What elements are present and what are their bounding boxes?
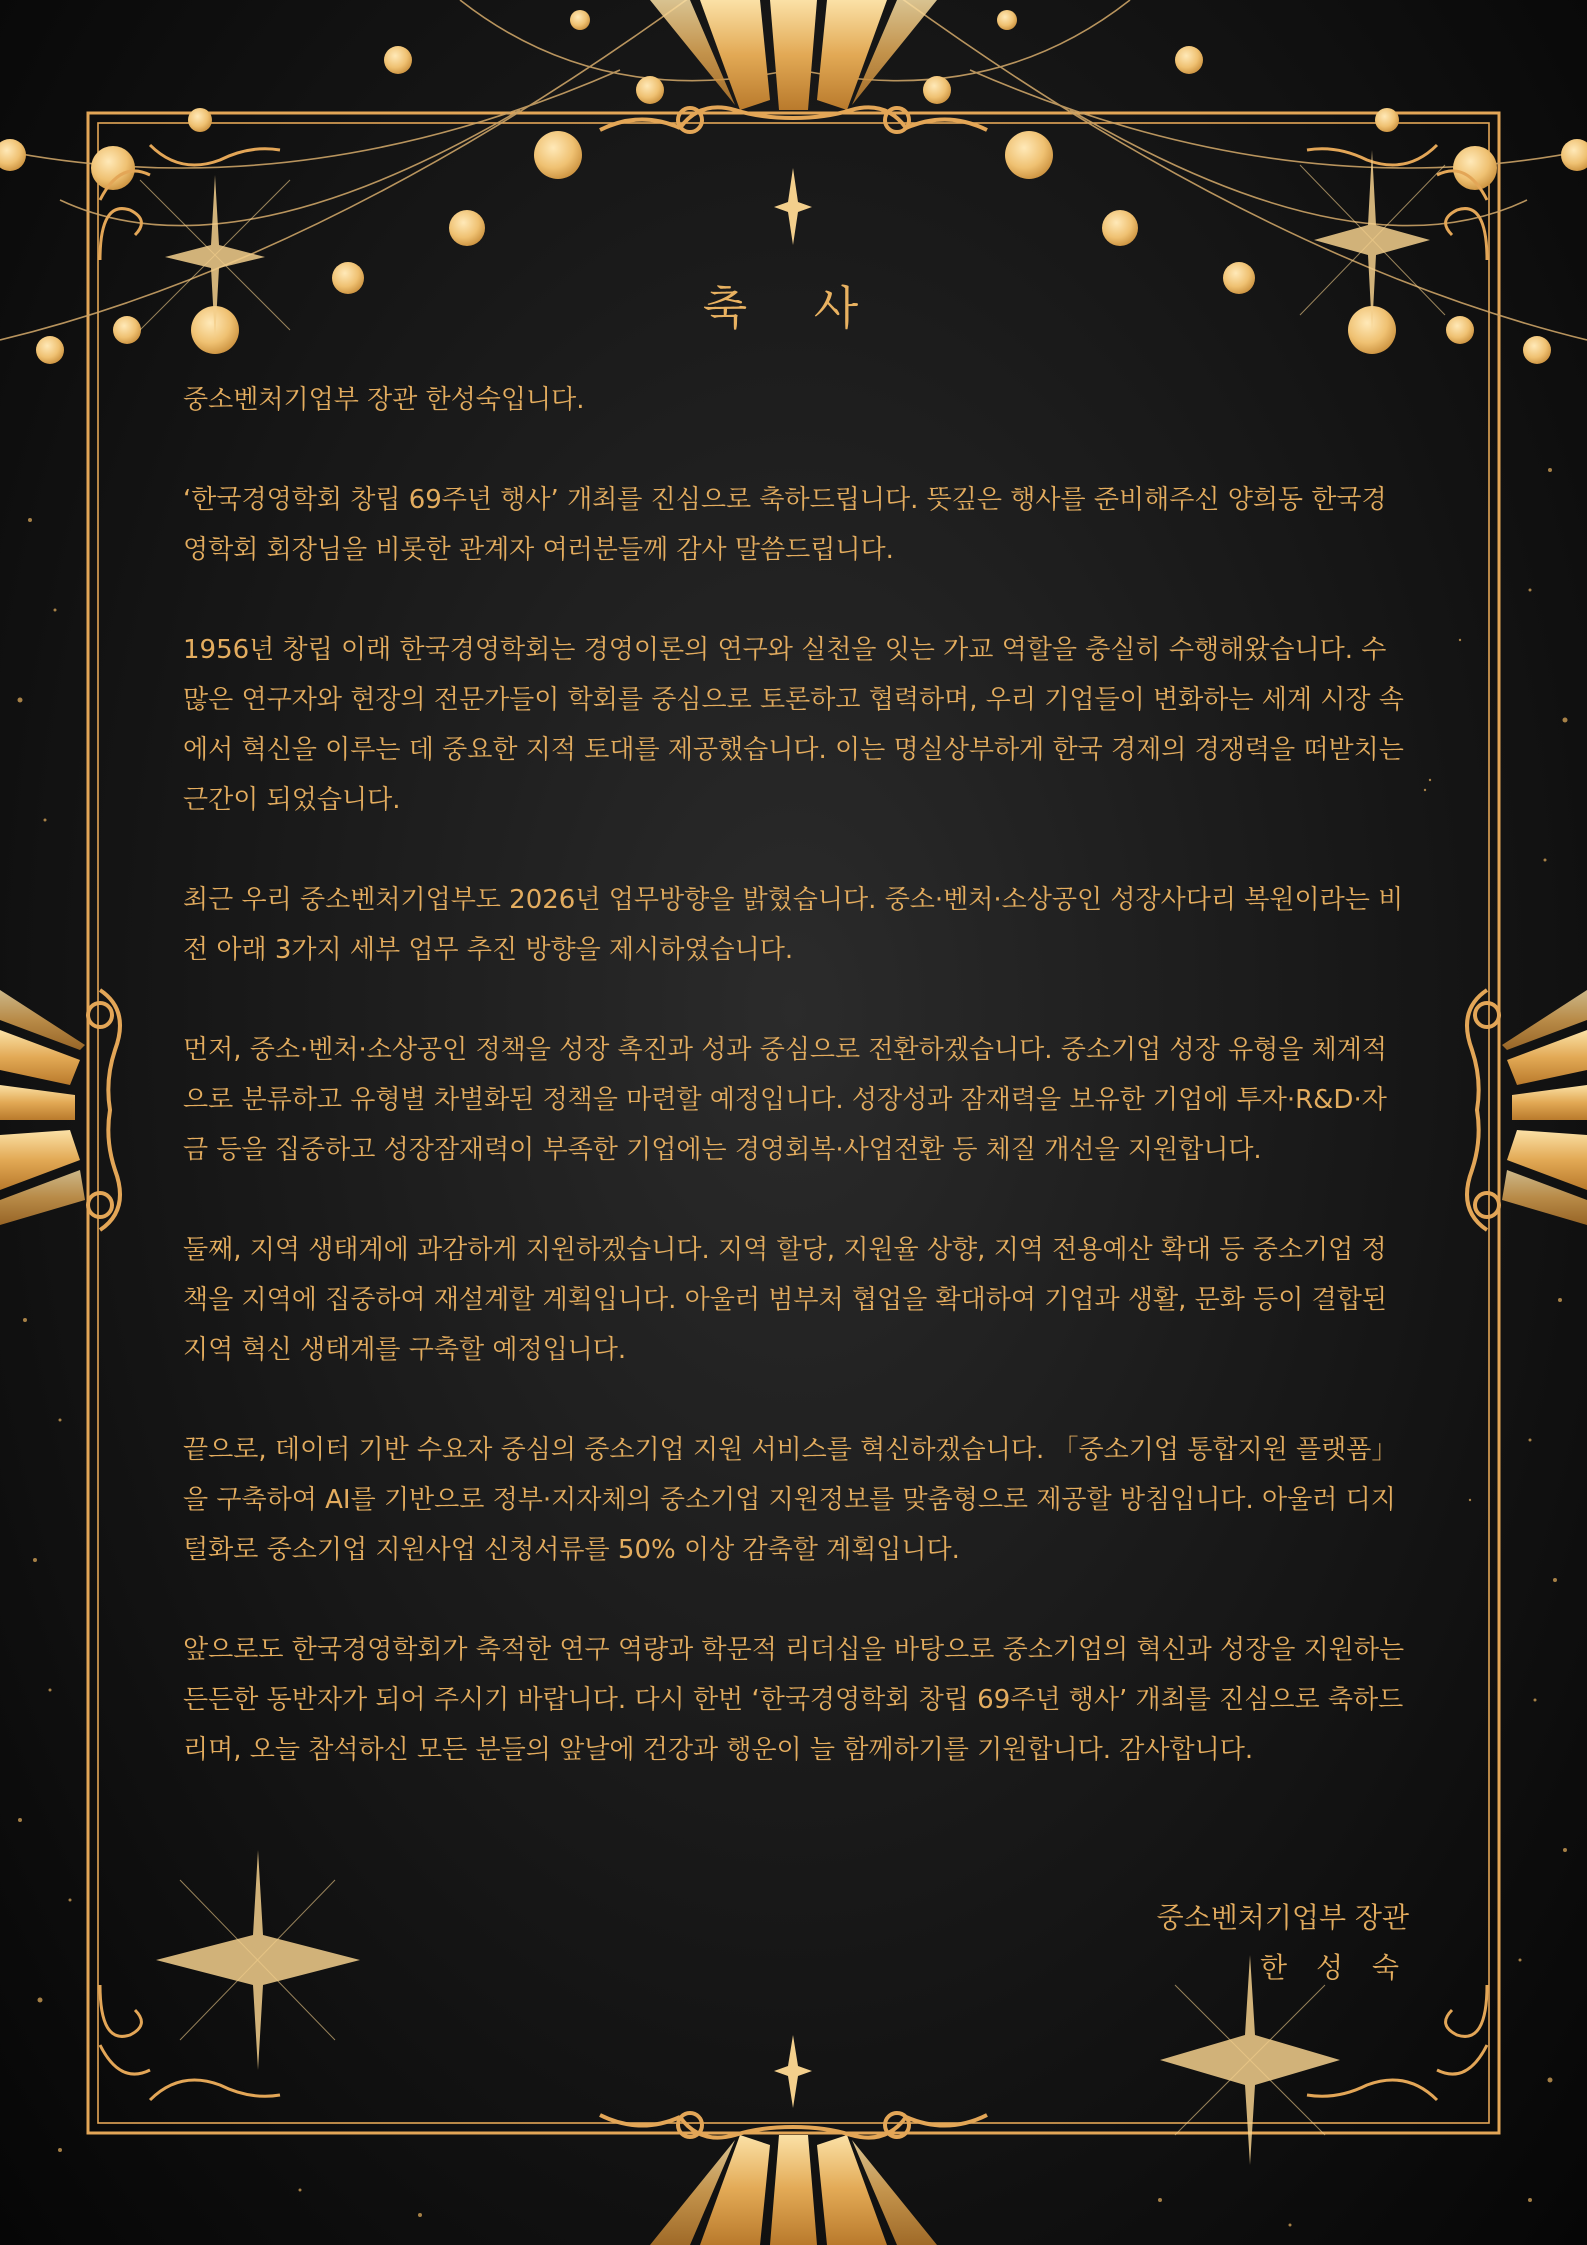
paragraph-2026-direction: 최근 우리 중소벤처기업부도 2026년 업무방향을 밝혔습니다. 중소·벤처·소상공인 성장사다리 복원이라는 비전 아래 3가지 세부 업무 추진 방향을 제시하였습니다. — [183, 885, 1404, 965]
paragraph-third-policy: 끝으로, 데이터 기반 수요자 중심의 중소기업 지원 서비스를 혁신하겠습니다. 「중소기업 통합지원 플랫폼」을 구축하여 AI를 기반으로 정부·지자체의 중소기업 지원정보를 맞춤형으로 제공할 방침입니다. 아울러 디지털화로 중소기업 지원사업 신청서류를 50% 이상 감축할 계획입니다. — [183, 1435, 1398, 1565]
right-scroll-ornament — [1467, 990, 1499, 1230]
paragraph-closing: 앞으로도 한국경영학회가 축적한 연구 역량과 학문적 리더십을 바탕으로 중소기업의 혁신과 성장을 지원하는 든든한 동반자가 되어 주시기 바랍니다. 다시 한번 ‘한국경영학회 창립 69주년 행사’ 개최를 진심으로 축하드리며, 오늘 참석하신 모든 분들의 앞날에 건강과 행운이 늘 함께하기를 기원합니다. 감사합니다. — [183, 1635, 1405, 1765]
signature-name: 한 성 숙 — [1260, 1951, 1409, 1984]
top-fan-ornament — [650, 0, 937, 110]
letter-title: 축 사 — [702, 281, 885, 335]
signature-title: 중소벤처기업부 장관 — [1156, 1901, 1409, 1934]
left-scroll-ornament — [88, 990, 120, 1230]
top-scroll-ornament — [600, 107, 987, 132]
paragraph-second-policy: 둘째, 지역 생태계에 과감하게 지원하겠습니다. 지역 할당, 지원율 상향, 지역 전용예산 확대 등 중소기업 정책을 지역에 집중하여 재설계할 계획입니다. 아울러 범부처 협업을 확대하여 기업과 생활, 문화 등이 결합된 지역 혁신 생태계를 구축할 예정입니다. — [183, 1235, 1387, 1365]
letter-body — [183, 375, 1405, 1825]
right-fan-ornament — [1502, 990, 1587, 1225]
left-fan-ornament — [0, 990, 85, 1225]
greeting: 중소벤처기업부 장관 한성숙입니다. — [183, 385, 585, 415]
bottom-fan-ornament — [650, 2135, 937, 2245]
signature-block — [1157, 1893, 1409, 1993]
paragraph-congratulations: ‘한국경영학회 창립 69주년 행사’ 개최를 진심으로 축하드립니다. 뜻깊은 행사를 준비해주신 양희동 한국경영학회 회장님을 비롯한 관계자 여러분들께 감사 말씀드립니다. — [183, 485, 1387, 565]
paragraph-first-policy: 먼저, 중소·벤처·소상공인 정책을 성장 촉진과 성과 중심으로 전환하겠습니다. 중소기업 성장 유형을 체계적으로 분류하고 유형별 차별화된 정책을 마련할 예정입니다. 성장성과 잠재력을 보유한 기업에 투자·R&D·자금 등을 집중하고 성장잠재력이 부족한 기업에는 경영회복·사업전환 등 체질 개선을 지원합니다. — [183, 1035, 1387, 1165]
paragraph-history: 1956년 창립 이래 한국경영학회는 경영이론의 연구와 실천을 잇는 가교 역할을 충실히 수행해왔습니다. 수많은 연구자와 현장의 전문가들이 학회를 중심으로 토론하고 협력하며, 우리 기업들이 변화하는 세계 시장 속에서 혁신을 이루는 데 중요한 지적 토대를 제공했습니다. 이는 명실상부하게 한국 경제의 경쟁력을 떠받치는 근간이 되었습니다. — [183, 635, 1404, 815]
